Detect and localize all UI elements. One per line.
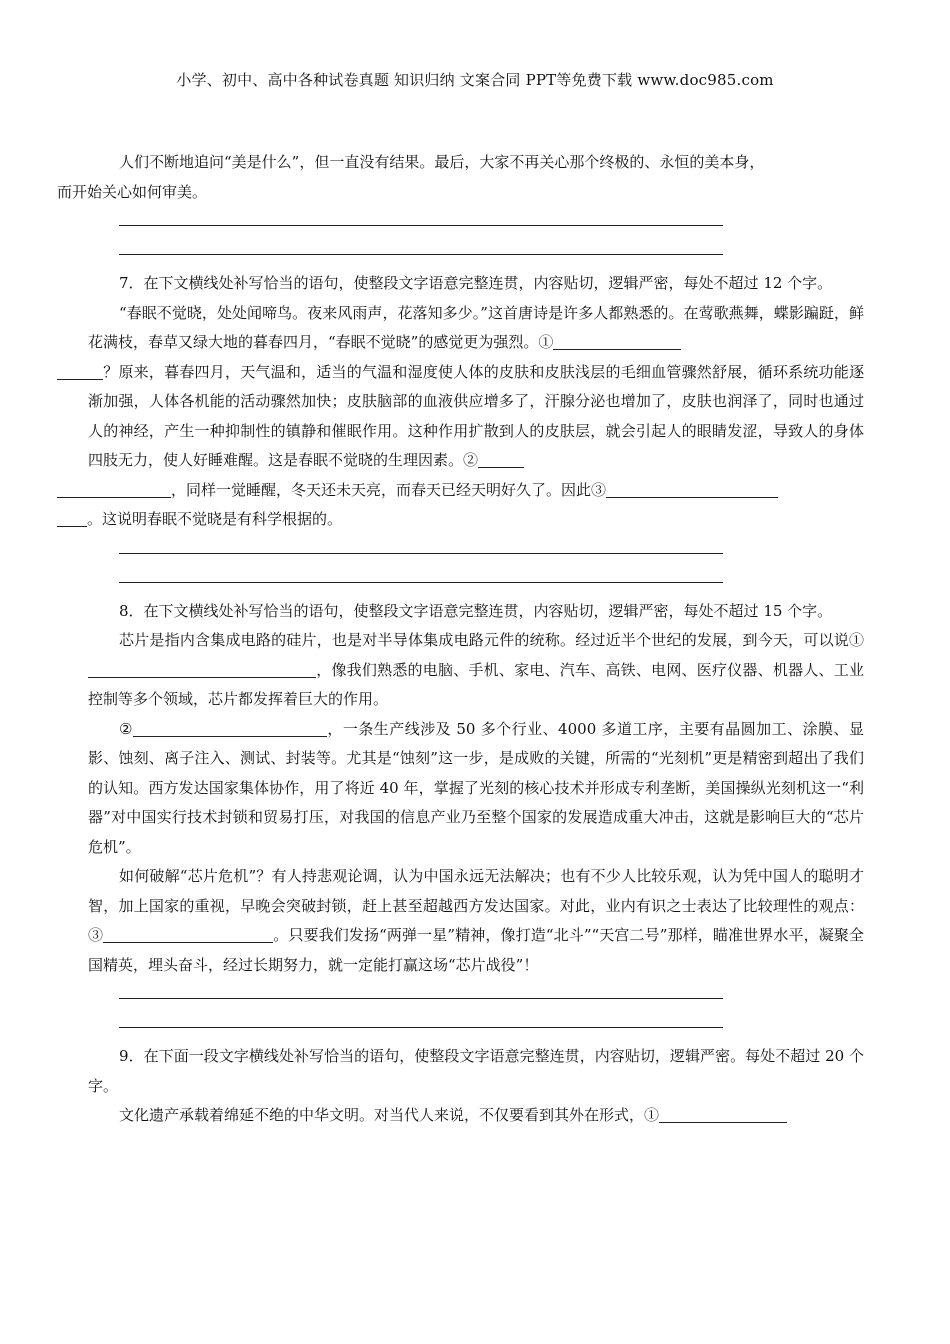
- q7-text-1: “春眠不觉晓，处处闻啼鸟。夜来风雨声，花落知多少。”这首唐诗是许多人都熟悉的。在莺歌燕舞，蝶影蹁跹，鲜花满枝，春草又绿大地的暮春四月，“春眠不觉晓”的感觉更为强烈。①: [88, 303, 864, 351]
- q7-blank-1[interactable]: [553, 333, 681, 350]
- question-7-passage: [88, 299, 864, 535]
- question-8-paragraph-3: [88, 862, 864, 980]
- q8-text-3a: 如何破解“芯片危机”？有人持悲观论调，认为中国永远无法解决；也有不少人比较乐观，认为凭中国人的聪明才智，加上国家的重视，早晚会突破封锁，赶上甚至超越西方发达国家。对此，业内有识之士表达了比较理性的观点：③: [88, 867, 864, 944]
- answer-line[interactable]: [119, 999, 723, 1028]
- question-9-stem: 9．在下面一段文字横线处补写恰当的语句，使整段文字语意完整连贯，内容贴切，逻辑严密。每处不超过 20 个字。: [88, 1047, 864, 1095]
- q7-blank-1-cont[interactable]: [57, 363, 103, 380]
- q9-blank-1[interactable]: [659, 1106, 787, 1123]
- answer-line[interactable]: [119, 980, 723, 999]
- q9-text-1: 文化遗产承载着绵延不绝的中华文明。对当代人来说，不仅要看到其外在形式，①: [119, 1106, 660, 1124]
- intro-paragraph: [57, 148, 864, 207]
- q8-text-1a: 芯片是指内含集成电路的硅片，也是对半导体集成电路元件的统称。经过近半个世纪的发展，到今天，可以说①: [119, 631, 864, 649]
- q7-text-3: ，同样一觉睡醒，冬天还未天亮，而春天已经天明好久了。因此③: [171, 480, 607, 499]
- answer-line[interactable]: [119, 226, 723, 255]
- intro-line-2: 而开始关心如何审美。: [57, 182, 208, 201]
- q7-text-2: ？原来，暮春四月，天气温和，适当的气温和湿度使人体的皮肤和皮肤浅层的毛细血管骤然舒展，循环系统功能逐渐加强，人体各机能的活动骤然加快；皮肤脑部的血液供应增多了，汗腺分泌也增加了，皮肤也润泽了，同时也通过人的神经，产生一种抑制性的镇静和催眠作用。这种作用扩散到人的皮肤层，就会引起人的眼睛发涩，导致人的身体四肢无力，使人好睡难醒。这是春眠不觉晓的生理因素。②: [88, 362, 864, 469]
- question-7-stem: 7．在下文横线处补写恰当的语句，使整段文字语意完整连贯，内容贴切，逻辑严密，每处不超过 12 个字。: [119, 274, 833, 292]
- q8-text-2b: ，一条生产线涉及 50 多个行业、4000 多道工序，主要有晶圆加工、涂膜、显影、蚀刻、离子注入、测试、封装等。尤其是“蚀刻”这一步，是成败的关键，所需的“光刻机”更是精密到超出了我们的认知。西方发达国家集体协作，用了将近 40 年，掌握了光刻的核心技术并形成专利垄断，美国操纵光刻机这一“利器”对中国实行技术封锁和贸易打压，对我国的信息产业乃至整个国家的发展造成重大冲击，这就是影响巨大的“芯片危机”。: [88, 719, 864, 856]
- q7-blank-2-cont[interactable]: [57, 481, 171, 498]
- q8-blank-1[interactable]: [88, 661, 316, 678]
- q8-text-2a: ②: [119, 719, 133, 738]
- q8-blank-2[interactable]: [133, 720, 327, 737]
- question-8-stem: 8．在下文横线处补写恰当的语句，使整段文字语意完整连贯，内容贴切，逻辑严密，每处不超过 15 个字。: [119, 601, 833, 620]
- q8-text-1b: ，像我们熟悉的电脑、手机、家电、汽车、高铁、电网、医疗仪器、机器人、工业控制等多个领域，芯片都发挥着巨大的作用。: [88, 660, 864, 708]
- q7-blank-3-cont[interactable]: [57, 510, 87, 527]
- q7-text-4: 。这说明春眠不觉晓是有科学根据的。: [87, 510, 343, 528]
- page-header: 小学、初中、高中各种试卷真题 知识归纳 文案合同 PPT等免费下载 www.doc985.com: [176, 71, 774, 89]
- q7-blank-3[interactable]: [606, 481, 778, 498]
- question-8-paragraph-2: [88, 715, 864, 863]
- q8-text-3b: 。只要我们发扬“两弹一星”精神，像打造“北斗”“天宫二号”那样，瞄准世界水平，凝聚全国精英，埋头奋斗，经过长期努力，就一定能打赢这场“芯片战役”！: [88, 926, 864, 974]
- question-8-paragraph-1: [88, 626, 864, 715]
- intro-line-1: 人们不断地追问“美是什么”，但一直没有结果。最后，大家不再关心那个终极的、永恒的美本身，: [119, 153, 765, 171]
- document-body: [57, 148, 864, 1131]
- answer-line[interactable]: [119, 207, 723, 226]
- q7-blank-2[interactable]: [478, 451, 524, 468]
- question-9-paragraph-1: [88, 1101, 864, 1131]
- answer-line[interactable]: [119, 554, 723, 583]
- answer-line[interactable]: [119, 535, 723, 554]
- q8-blank-3[interactable]: [103, 926, 273, 943]
